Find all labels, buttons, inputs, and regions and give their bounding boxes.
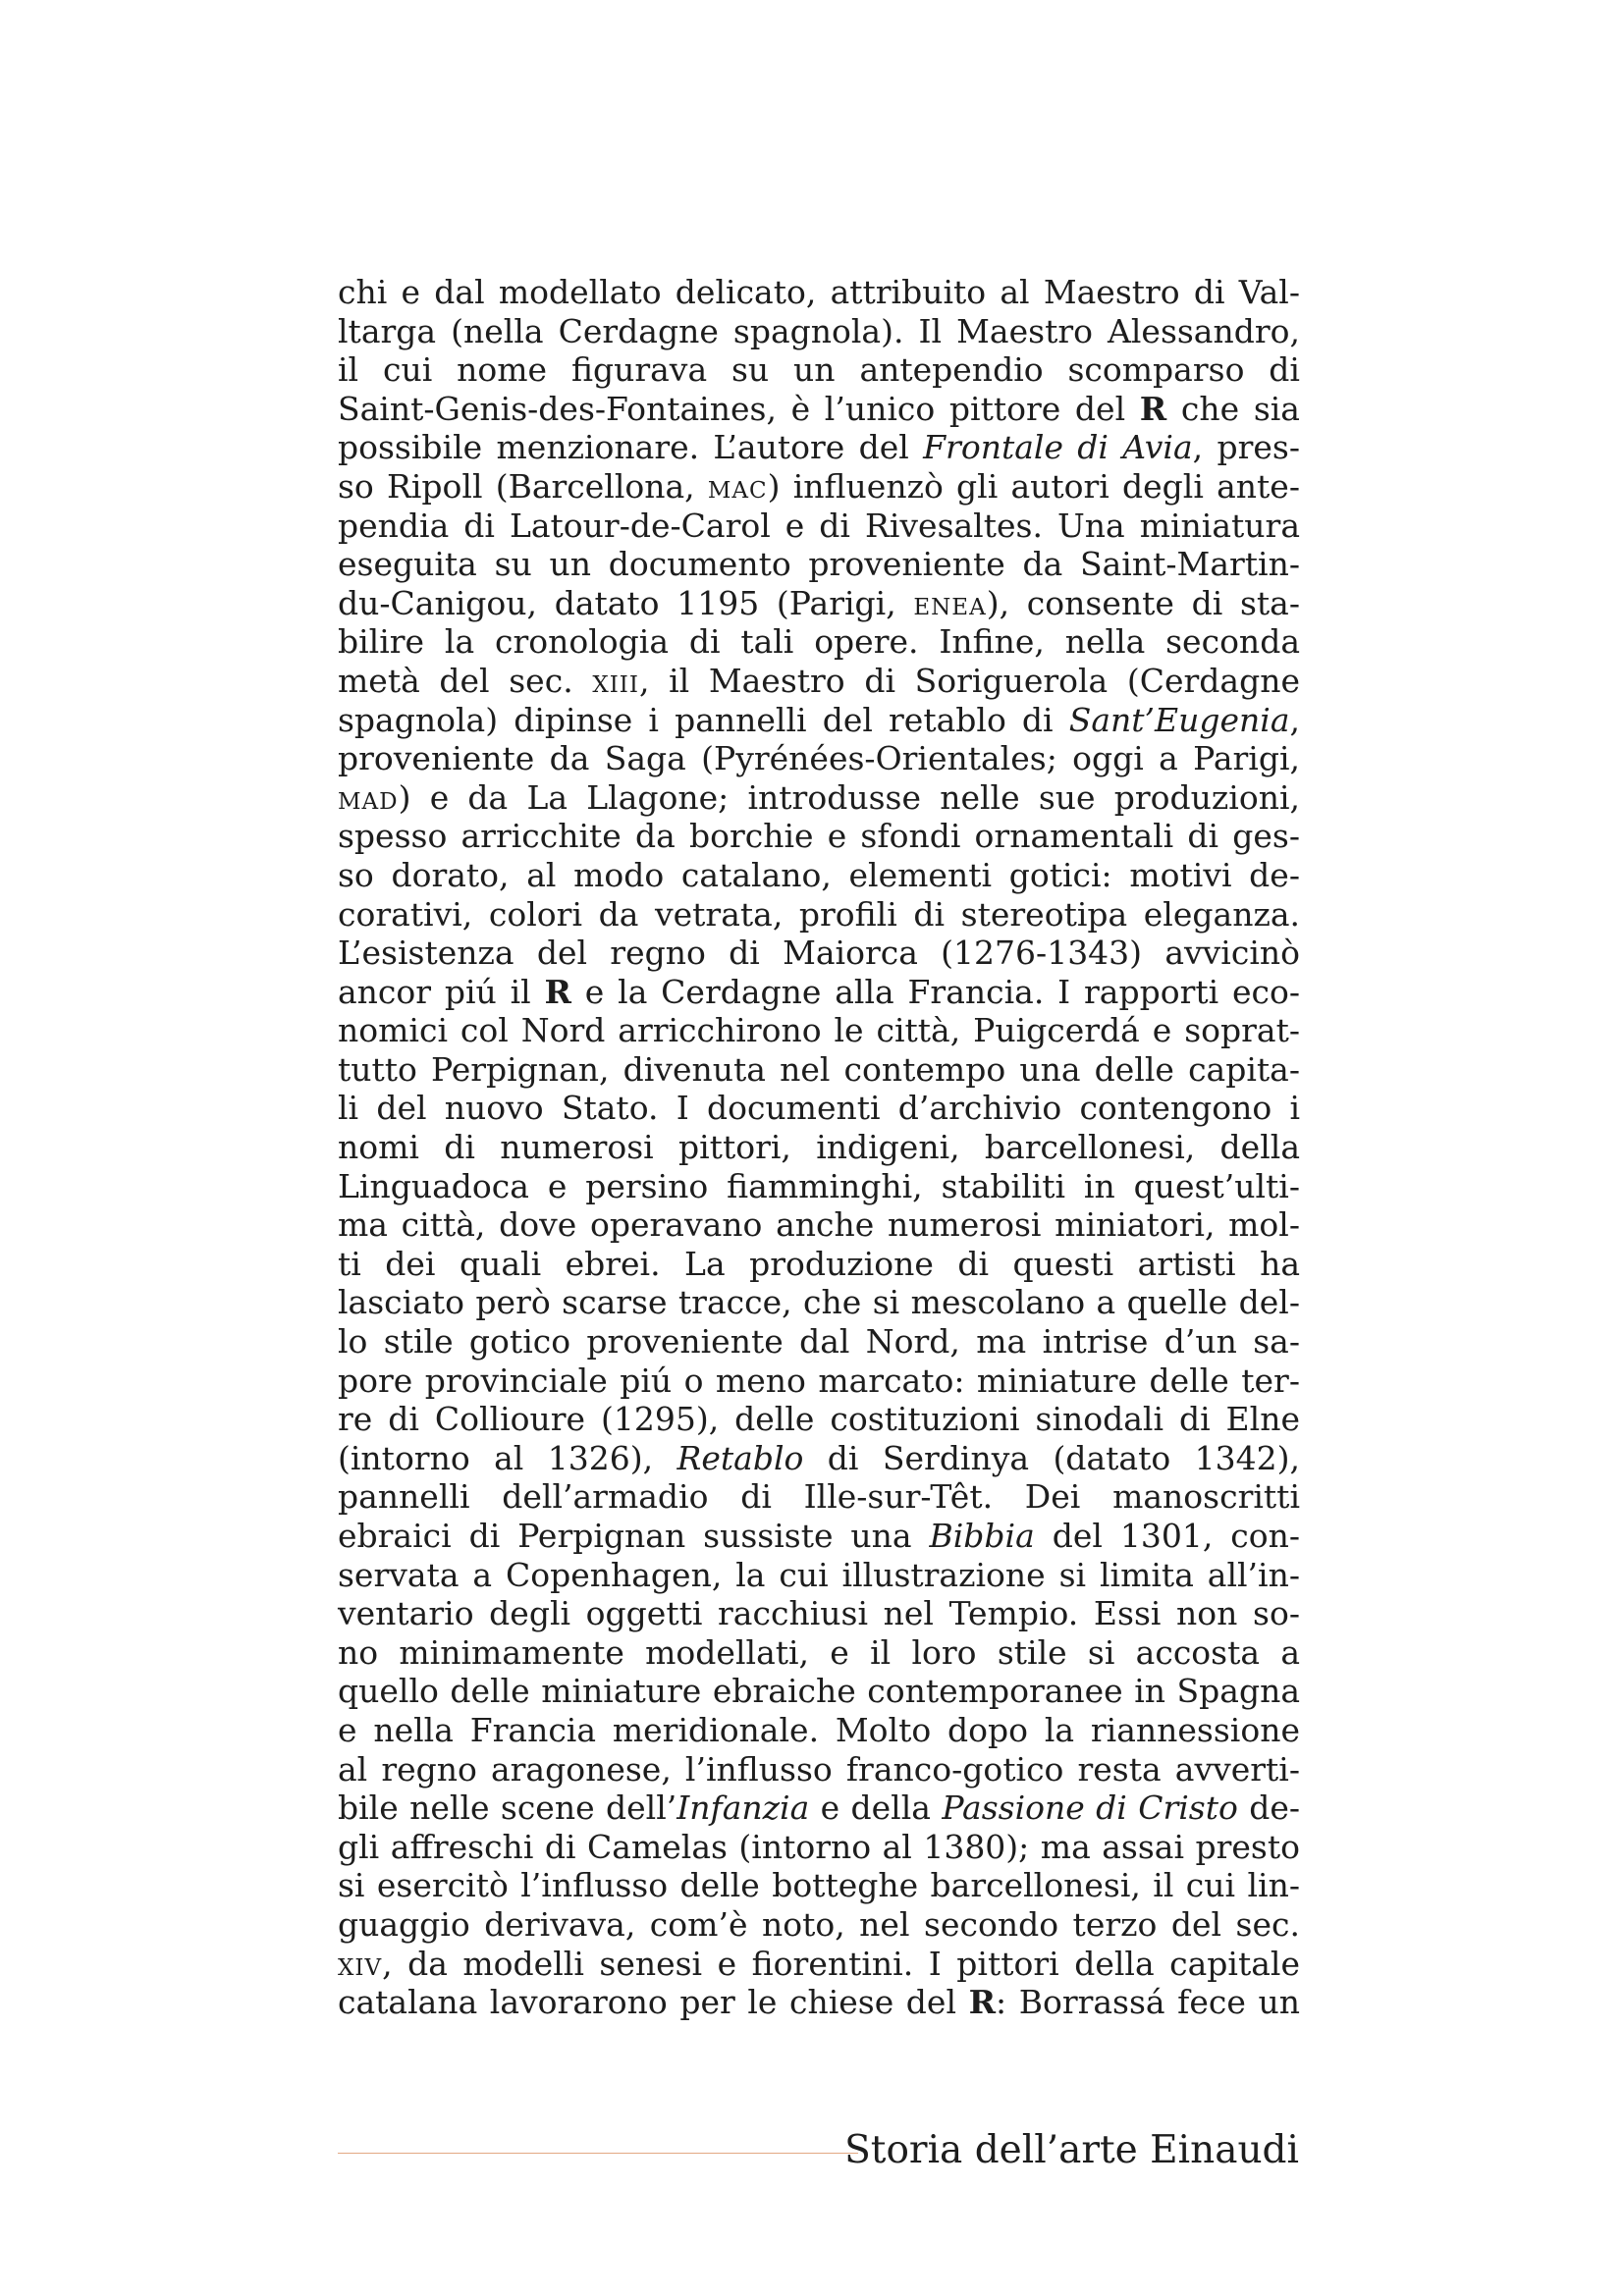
text-segment: Infanzia <box>676 1789 810 1828</box>
text-segment: Sant’Eugenia <box>1068 700 1290 739</box>
text-line <box>338 1711 1300 1750</box>
text-line <box>338 428 1300 467</box>
text-segment: e la Cerdagne alla Francia. I rapporti eco- <box>570 972 1301 1011</box>
text-segment: gli affreschi di Camelas (intorno al 1380); ma assai presto <box>338 1827 1300 1866</box>
text-segment: e nella Francia meridionale. Molto dopo la riannessione <box>338 1710 1300 1749</box>
text-segment: possibile menzionare. L’autore del <box>338 428 924 467</box>
text-segment: R <box>544 972 571 1011</box>
text-segment: Passione di Cristo <box>942 1789 1238 1828</box>
text-segment: di Serdinya (datato 1342), <box>803 1438 1300 1477</box>
text-line <box>338 1789 1300 1828</box>
text-segment: mac <box>707 466 768 506</box>
text-line <box>338 1439 1300 1478</box>
text-segment: che sia <box>1166 389 1300 428</box>
text-segment: ebraici di Perpignan sussiste una <box>338 1517 930 1555</box>
text-segment: li del nuovo Stato. I documenti d’archivio contengono i <box>338 1089 1300 1128</box>
text-segment: nomici col Nord arricchirono le città, Puigcerdá e soprat- <box>338 1011 1300 1050</box>
text-segment: pendia di Latour-de-Carol e di Rivesaltes. Una miniatura <box>338 506 1300 545</box>
text-segment: R <box>968 1983 997 2022</box>
text-segment: Frontale di Avia <box>923 428 1193 467</box>
text-line <box>338 1089 1300 1128</box>
text-segment: il cui nome figurava su un antependio scomparso di <box>338 350 1300 390</box>
text-segment: al regno aragonese, l’influsso franco-gotico resta avverti- <box>338 1749 1300 1789</box>
body-text <box>338 273 1300 2022</box>
footer-rule <box>338 2153 858 2154</box>
text-line <box>338 856 1300 895</box>
text-segment: spagnola) dipinse i pannelli del retablo di <box>338 700 1069 739</box>
footer-title: Storia dell’arte Einaudi <box>844 2128 1299 2172</box>
text-line <box>338 312 1300 351</box>
text-segment: re di Collioure (1295), delle costituzioni sinodali di Elne <box>338 1400 1300 1439</box>
text-segment: Linguadoca e persino fiamminghi, stabiliti in quest’ulti- <box>338 1166 1300 1205</box>
text-line <box>338 1283 1300 1322</box>
text-segment: de- <box>1237 1789 1301 1828</box>
text-segment: , il Maestro di Soriguerola (Cerdagne <box>638 661 1300 700</box>
text-segment: L’esistenza del regno di Maiorca (1276-1343) avvicinò <box>338 934 1300 973</box>
text-line <box>338 545 1300 584</box>
text-line <box>338 1594 1300 1633</box>
text-line <box>338 1477 1300 1517</box>
text-line <box>338 1983 1300 2022</box>
text-segment: guaggio derivava, com’è noto, nel secondo terzo del sec. <box>338 1904 1300 1944</box>
text-segment: chi e dal modellato delicato, attribuito al Maestro di Val- <box>338 273 1300 311</box>
text-segment: ventario degli oggetti racchiusi nel Tempio. Essi non so- <box>338 1594 1300 1633</box>
text-segment: ltarga (nella Cerdagne spagnola). Il Maestro Alessandro, <box>338 311 1300 350</box>
text-segment: ti dei quali ebrei. La produzione di questi artisti ha <box>338 1244 1300 1283</box>
text-line <box>338 1050 1300 1090</box>
text-segment: so dorato, al modo catalano, elementi gotici: motivi de- <box>338 855 1300 894</box>
text-segment: bilire la cronologia di tali opere. Infine, nella seconda <box>338 622 1300 662</box>
text-segment: lo stile gotico proveniente dal Nord, ma intrise d’un sa- <box>338 1322 1300 1362</box>
text-segment: nomi di numerosi pittori, indigeni, barcellonesi, della <box>338 1128 1300 1167</box>
text-segment: servata a Copenhagen, la cui illustrazione si limita all’in- <box>338 1555 1300 1594</box>
text-segment: bile nelle scene dell’ <box>338 1789 677 1828</box>
text-line <box>338 350 1300 390</box>
text-line <box>338 1633 1300 1673</box>
text-segment: ), consente di sta- <box>986 583 1300 622</box>
text-line <box>338 701 1300 740</box>
text-segment: proveniente da Saga (Pyrénées-Orientales; oggi a Parigi, <box>338 739 1300 778</box>
text-line <box>338 1672 1300 1711</box>
text-line <box>338 1322 1300 1362</box>
text-segment: : Borrassá fece un <box>996 1983 1300 2022</box>
text-segment: metà del sec. <box>338 661 593 700</box>
text-line <box>338 1011 1300 1050</box>
text-line <box>338 1245 1300 1284</box>
text-line <box>338 778 1300 818</box>
text-line <box>338 584 1300 623</box>
text-segment: Retablo <box>676 1438 804 1477</box>
text-line <box>338 895 1300 934</box>
text-line <box>338 1205 1300 1245</box>
text-line <box>338 1866 1300 1905</box>
text-segment: pore provinciale piú o meno marcato: miniature delle ter- <box>338 1361 1300 1400</box>
text-line <box>338 1400 1300 1439</box>
text-segment: eseguita su un documento proveniente da Saint-Martin- <box>338 545 1300 584</box>
text-segment: corativi, colori da vetrata, profili di stereotipa eleganza. <box>338 894 1300 934</box>
text-line <box>338 622 1300 662</box>
text-segment: enea <box>913 583 987 622</box>
text-line <box>338 273 1300 312</box>
text-segment: ma città, dove operavano anche numerosi miniatori, mol- <box>338 1205 1300 1245</box>
text-line <box>338 934 1300 973</box>
text-segment: , pres- <box>1192 428 1301 467</box>
text-line <box>338 390 1300 429</box>
text-segment: no minimamente modellati, e il loro stile si accosta a <box>338 1632 1300 1672</box>
text-line <box>338 1362 1300 1401</box>
text-segment: xiv <box>338 1944 383 1983</box>
text-line <box>338 1167 1300 1206</box>
text-line <box>338 507 1300 546</box>
text-segment: , da modelli senesi e fiorentini. I pittori della capitale <box>382 1944 1300 1983</box>
text-segment: catalana lavorarono per le chiese del <box>338 1983 969 2022</box>
text-line <box>338 973 1300 1012</box>
text-segment: , <box>1289 700 1300 739</box>
text-segment: (intorno al 1326), <box>338 1438 677 1477</box>
text-segment: lasciato però scarse tracce, che si mescolano a quelle del- <box>338 1283 1300 1322</box>
text-segment: quello delle miniature ebraiche contemporanee in Spagna <box>338 1672 1300 1711</box>
text-segment: ancor piú il <box>338 972 545 1011</box>
text-segment: tutto Perpignan, divenuta nel contempo una delle capita- <box>338 1049 1300 1089</box>
text-segment: xiii <box>592 661 639 700</box>
text-line <box>338 817 1300 856</box>
text-line <box>338 1750 1300 1789</box>
text-segment: ) e da La Llagone; introdusse nelle sue produzioni, <box>398 777 1300 817</box>
text-line <box>338 1945 1300 1984</box>
text-line <box>338 467 1300 507</box>
text-segment: R <box>1139 389 1167 428</box>
text-line <box>338 1128 1300 1167</box>
text-segment: del 1301, con- <box>1034 1517 1300 1555</box>
text-line <box>338 1828 1300 1867</box>
text-line <box>338 1905 1300 1945</box>
text-segment: Bibbia <box>929 1517 1035 1555</box>
text-segment: si esercitò l’influsso delle botteghe barcellonesi, il cui lin- <box>338 1866 1300 1905</box>
text-segment: Saint-Genis-des-Fontaines, è l’unico pittore del <box>338 389 1140 428</box>
text-segment: ) influenzò gli autori degli ante- <box>767 466 1300 506</box>
text-segment: du-Canigou, datato 1195 (Parigi, <box>338 583 914 622</box>
text-line <box>338 1517 1300 1556</box>
text-segment: pannelli dell’armadio di Ille-sur-Têt. Dei manoscritti <box>338 1477 1300 1517</box>
text-segment: spesso arricchite da borchie e sfondi ornamentali di ges- <box>338 817 1300 856</box>
text-segment: so Ripoll (Barcellona, <box>338 466 708 506</box>
text-line <box>338 662 1300 701</box>
text-line <box>338 1556 1300 1595</box>
text-line <box>338 739 1300 778</box>
text-segment: e della <box>809 1789 943 1828</box>
text-segment: mad <box>338 777 399 817</box>
